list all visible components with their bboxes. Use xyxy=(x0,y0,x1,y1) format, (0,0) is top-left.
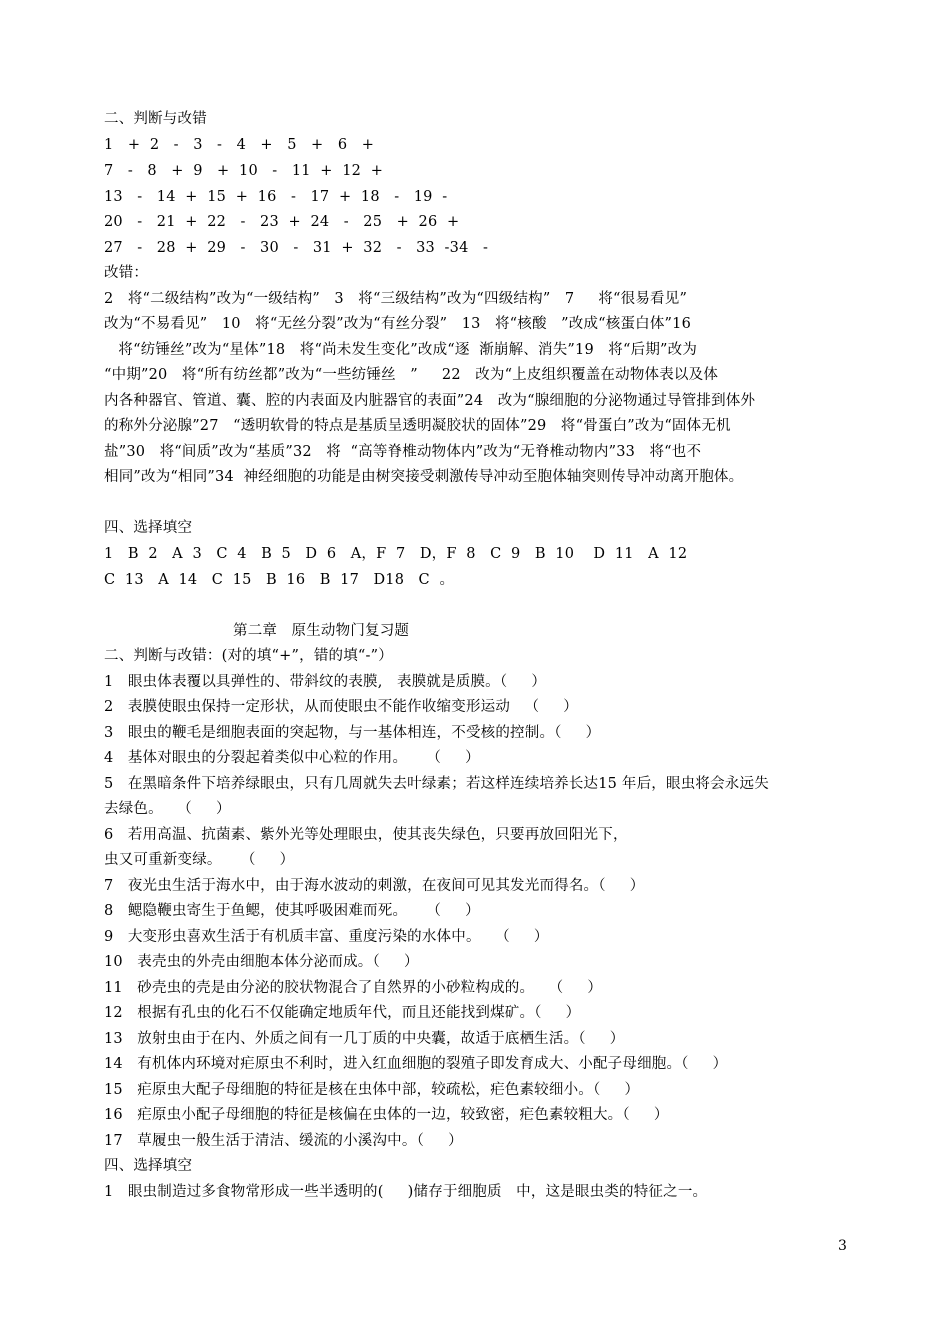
question-item: 6 若用高温、抗菌素、紫外光等处理眼虫，使其丧失绿色，只要再放回阳光下， xyxy=(104,827,628,843)
choice-answer-line: C 13 A 14 C 15 B 16 B 17 D18 C 。 xyxy=(104,572,455,588)
section-heading-judge: 二、判断与改错：(对的填“+”，错的填“-”） xyxy=(104,648,393,664)
correction-line: 相同”改为“相同”34 神经细胞的功能是由树突接受刺激传导冲动至胞体轴突则传导冲动离开胞体。 xyxy=(104,469,744,485)
question-item: 16 疟原虫小配子母细胞的特征是核偏在虫体的一边，较致密，疟色素较粗大。（ ） xyxy=(104,1107,669,1123)
correction-line: 将“纺锤丝”改为“星体”18 将“尚未发生变化”改成“逐 渐崩解、消失”19 将“后期”改为 xyxy=(104,342,698,358)
correction-line: “中期”20 将“所有纺丝都”改为“一些纺锤丝 ” 22 改为“上皮组织覆盖在动物体表以及体 xyxy=(104,367,719,383)
question-item: 7 夜光虫生活于海水中，由于海水波动的刺激，在夜间可见其发光而得名。（ ） xyxy=(104,878,645,894)
chapter-title: 第二章 原生动物门复习题 xyxy=(233,623,410,639)
question-item: 13 放射虫由于在内、外质之间有一几丁质的中央囊，故适于底栖生活。（ ） xyxy=(104,1031,625,1047)
question-item: 15 疟原虫大配子母细胞的特征是核在虫体中部，较疏松，疟色素较细小。（ ） xyxy=(104,1082,640,1098)
section-heading-choice: 四、选择填空 xyxy=(104,1158,193,1174)
question-item: 1 眼虫制造过多食物常形成一些半透明的( )储存于细胞质 中，这是眼虫类的特征之一。 xyxy=(104,1184,708,1200)
correction-label: 改错： xyxy=(104,265,149,281)
question-item: 1 眼虫体表覆以具弹性的、带斜纹的表膜, 表膜就是质膜。（ ） xyxy=(104,674,547,690)
question-item: 12 根据有孔虫的化石不仅能确定地质年代，而且还能找到煤矿。（ ） xyxy=(104,1005,581,1021)
question-item: 8 鳃隐鞭虫寄生于鱼鳃，使其呼吸困难而死。 （ ） xyxy=(104,903,480,919)
answer-row: 13 - 14 + 15 + 16 - 17 + 18 - 19 - xyxy=(104,189,448,205)
question-item: 14 有机体内环境对疟原虫不利时，进入红血细胞的裂殖子即发育成大、小配子母细胞。（ ） xyxy=(104,1056,728,1072)
question-item: 4 基体对眼虫的分裂起着类似中心粒的作用。 （ ） xyxy=(104,750,480,766)
answer-row: 20 - 21 + 22 - 23 + 24 - 25 + 26 + xyxy=(104,214,460,230)
correction-line: 盐”30 将“间质”改为“基质”32 将 “高等脊椎动物体内”改为“无脊椎动物内”33 将“也不 xyxy=(104,444,702,460)
correction-line: 的称外分泌腺”27 “透明软骨的特点是基质呈透明凝胶状的固体”29 将“骨蛋白”改为“固体无机 xyxy=(104,418,731,434)
question-item: 虫又可重新变绿。 （ ） xyxy=(104,852,295,868)
correction-line: 改为“不易看见” 10 将“无丝分裂”改为“有丝分裂” 13 将“核酸 ”改成“核蛋白体”16 xyxy=(104,316,692,332)
answer-row: 7 - 8 + 9 + 10 - 11 + 12 + xyxy=(104,163,384,179)
correction-line: 内各种器官、管道、囊、腔的内表面及内脏器官的表面”24 改为“腺细胞的分泌物通过导管排到体外 xyxy=(104,393,756,409)
question-item: 10 表壳虫的外壳由细胞本体分泌而成。（ ） xyxy=(104,954,419,970)
question-item: 2 表膜使眼虫保持一定形状，从而使眼虫不能作收缩变形运动 （ ） xyxy=(104,699,578,715)
page-number: 3 xyxy=(838,1238,847,1254)
answer-row: 1 + 2 - 3 - 4 + 5 + 6 + xyxy=(104,137,375,153)
question-item: 17 草履虫一般生活于清洁、缓流的小溪沟中。（ ） xyxy=(104,1133,463,1149)
question-item: 9 大变形虫喜欢生活于有机质丰富、重度污染的水体中。 （ ） xyxy=(104,929,549,945)
choice-answer-line: 1 B 2 A 3 C 4 B 5 D 6 A，F 7 D，F 8 C 9 B 10 D 11 A 12 xyxy=(104,546,688,562)
question-item: 去绿色。 （ ） xyxy=(104,801,231,817)
question-item: 5 在黑暗条件下培养绿眼虫，只有几周就失去叶绿素；若这样连续培养长达15 年后，眼虫将会永远失 xyxy=(104,776,769,792)
answer-row: 27 - 28 + 29 - 30 - 31 + 32 - 33 -34 - xyxy=(104,240,489,256)
section-heading-judge: 二、判断与改错 xyxy=(104,111,207,127)
section-heading-choice: 四、选择填空 xyxy=(104,520,193,536)
question-item: 11 砂壳虫的壳是由分泌的胶状物混合了自然界的小砂粒构成的。 （ ） xyxy=(104,980,603,996)
correction-line: 2 将“二级结构”改为“一级结构” 3 将“三级结构”改为“四级结构” 7 将“很易看见” xyxy=(104,291,688,307)
question-item: 3 眼虫的鞭毛是细胞表面的突起物，与一基体相连，不受核的控制。（ ） xyxy=(104,725,601,741)
